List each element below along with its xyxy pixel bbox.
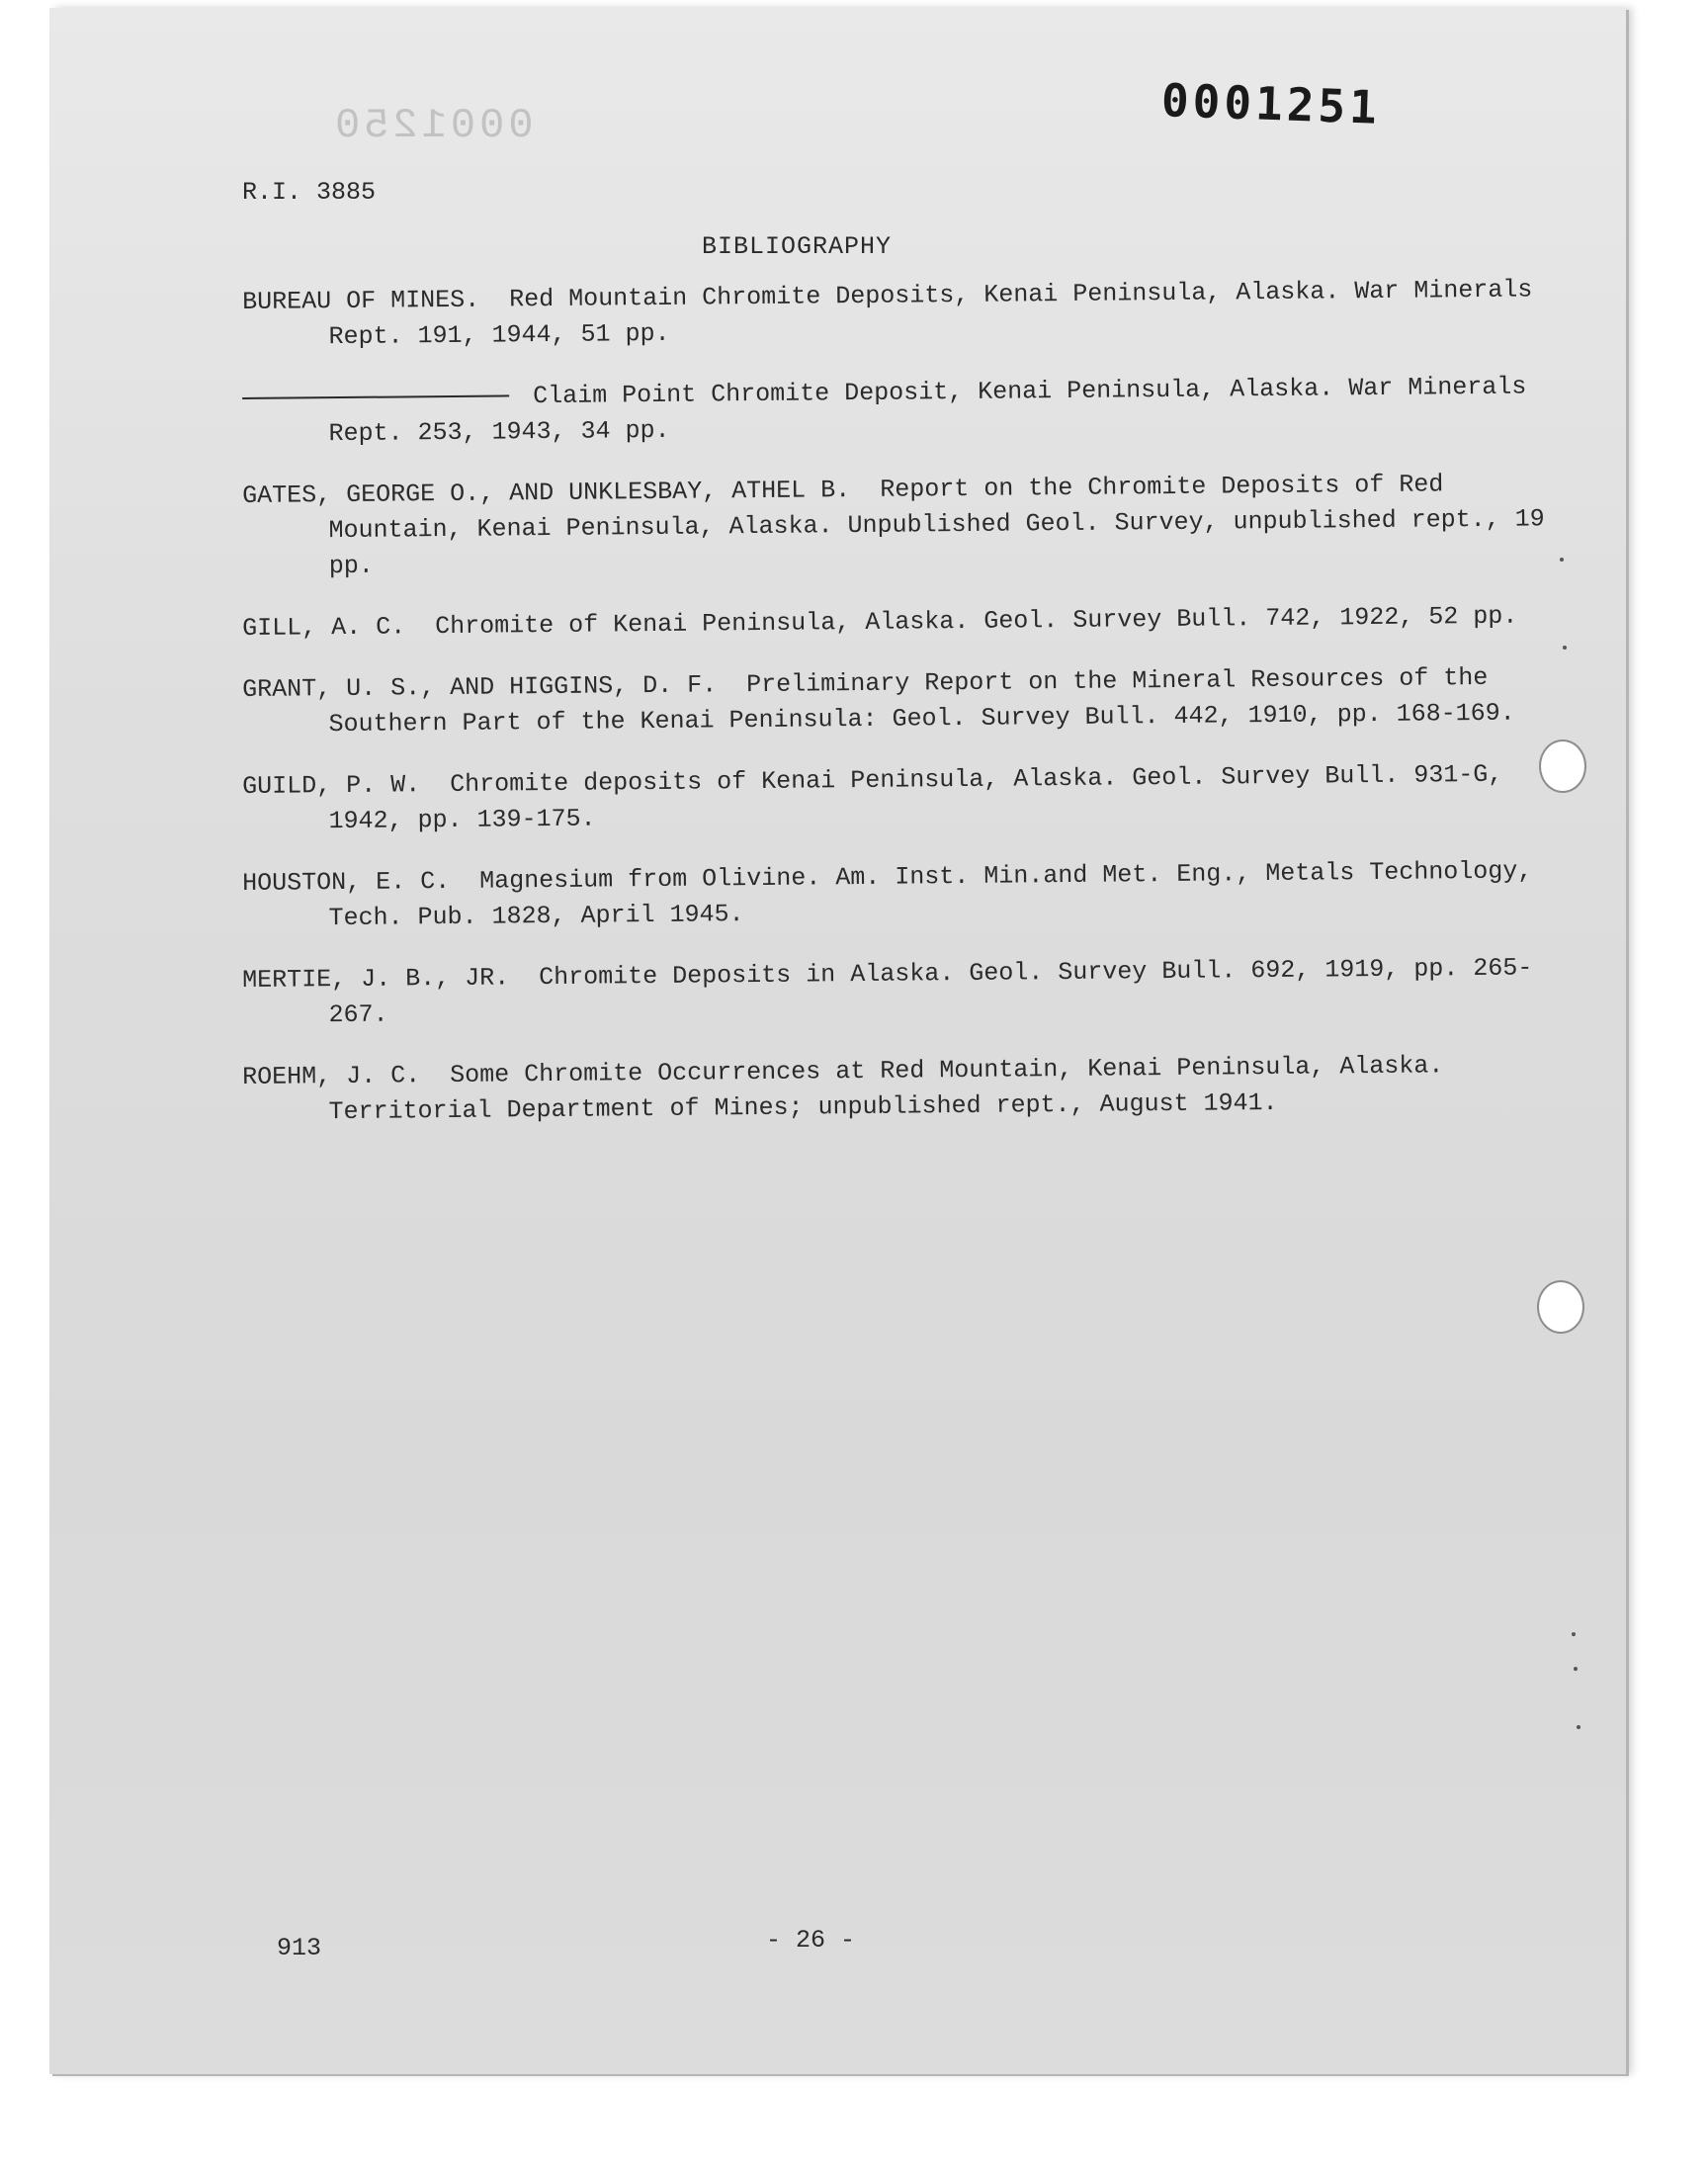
scan-speck <box>1574 1667 1578 1671</box>
bibliography-entry <box>242 1047 1548 1131</box>
entry-text: Chromite of Kenai Peninsula, Alaska. Geol. Survey Bull. 742, 1922, 52 pp. <box>435 601 1518 642</box>
document-stamp-number: 0001251 <box>1160 73 1382 134</box>
entry-text: Claim Point Chromite Deposit, Kenai Peninsula, Alaska. War Minerals Rept. 253, 1943, 34 pp. <box>328 372 1527 449</box>
entry-text: Report on the Chromite Deposits of Red Mountain, Kenai Peninsula, Alaska. Unpublished Geol. Survey, unpublished rept., 19 pp. <box>328 470 1545 581</box>
bibliography-entry <box>242 466 1548 585</box>
entry-text: Magnesium from Olivine. Am. Inst. Min.and Met. Eng., Metals Technology, Tech. Pub. 1828, April 1945. <box>328 856 1533 933</box>
report-id: R.I. 3885 <box>242 178 377 207</box>
entry-author: HOUSTON, E. C. <box>242 866 451 898</box>
bibliography-list <box>242 275 1547 1157</box>
entry-author: ROEHM, J. C. <box>242 1061 421 1091</box>
repeated-author-rule <box>242 394 509 399</box>
scan-speck <box>1563 646 1567 650</box>
bibliography-entry <box>242 272 1548 356</box>
bibliography-entry <box>242 853 1548 937</box>
entry-text: Chromite Deposits in Alaska. Geol. Survey Bull. 692, 1919, pp. 265-267. <box>328 953 1533 1030</box>
entry-author: MERTIE, J. B., JR. <box>242 963 510 995</box>
entry-author: GATES, GEORGE O., AND UNKLESBAY, ATHEL B. <box>242 476 851 510</box>
document-page <box>49 8 1626 2074</box>
entry-text: Red Mountain Chromite Deposits, Kenai Peninsula, Alaska. War Minerals Rept. 191, 1944, 51 pp. <box>328 275 1533 352</box>
punch-hole <box>1537 1280 1584 1334</box>
entry-author: GUILD, P. W. <box>242 770 421 801</box>
scan-speck <box>1560 558 1564 562</box>
bibliography-entry <box>242 598 1547 647</box>
scan-speck <box>1577 1725 1580 1729</box>
entry-text: Some Chromite Occurrences at Red Mountain, Kenai Peninsula, Alaska. Territorial Department of Mines; unpublished rept., August 1941. <box>328 1051 1444 1127</box>
section-heading: BIBLIOGRAPHY <box>702 232 893 261</box>
entry-author: GILL, A. C. <box>242 612 406 643</box>
entry-text: Chromite deposits of Kenai Peninsula, Alaska. Geol. Survey Bull. 931-G, 1942, pp. 139-175. <box>328 759 1503 836</box>
entry-author: GRANT, U. S., AND HIGGINS, D. F. <box>242 670 718 704</box>
bibliography-entry <box>242 756 1548 840</box>
page-number: - 26 - <box>766 1926 856 1955</box>
scan-speck <box>1572 1632 1576 1636</box>
entry-author: BUREAU OF MINES. <box>242 285 480 316</box>
punch-hole <box>1539 740 1586 793</box>
footer-code: 913 <box>277 1934 322 1962</box>
bibliography-entry <box>242 369 1548 453</box>
bibliography-entry <box>242 950 1548 1034</box>
bleed-through-number: 0001250 <box>331 102 534 149</box>
bibliography-entry <box>242 659 1548 743</box>
entry-text: Preliminary Report on the Mineral Resources of the Southern Part of the Kenai Peninsula: Geol. Survey Bull. 442, 1910, pp. 168-169. <box>328 662 1515 740</box>
